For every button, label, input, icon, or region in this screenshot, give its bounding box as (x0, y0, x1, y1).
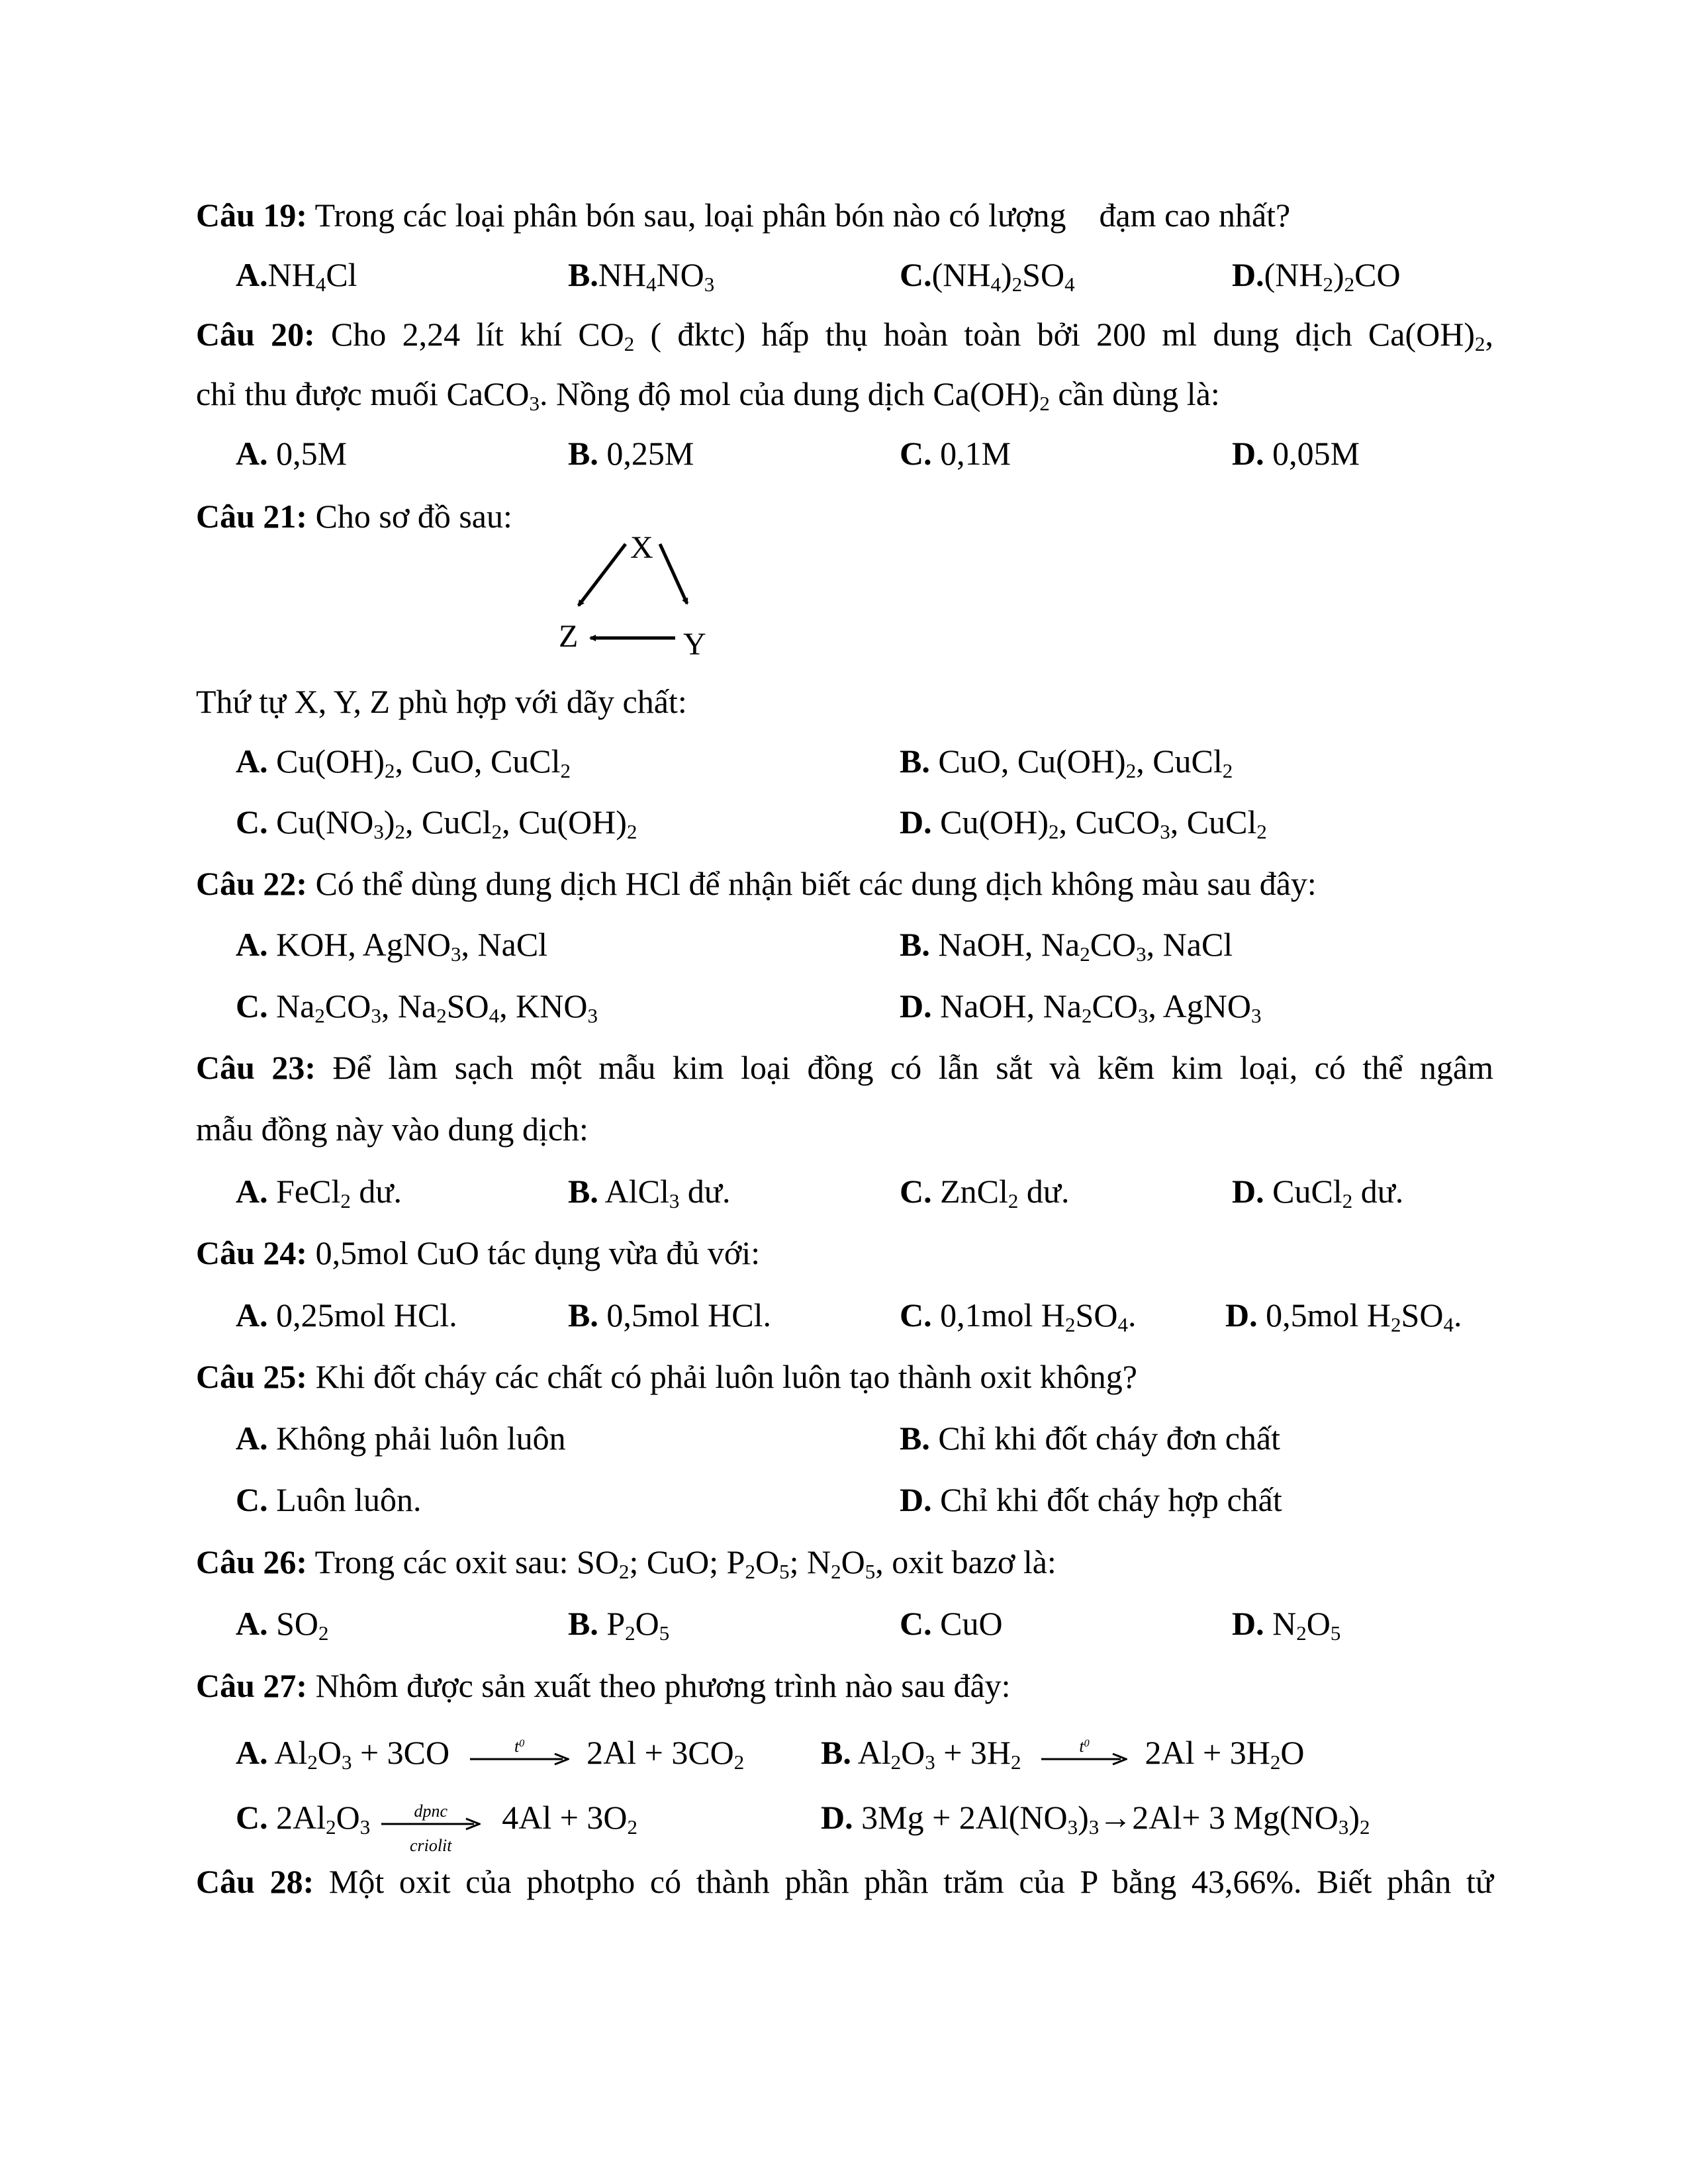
option-letter: B. (568, 1297, 598, 1334)
option-letter: C. (236, 987, 268, 1024)
option-letter: C. (900, 1297, 932, 1334)
option-text: Chỉ khi đốt cháy hợp chất (931, 1481, 1282, 1518)
question-text: Có thể dùng dung dịch HCl để nhận biết các dung dịch không màu sau đây: (307, 865, 1317, 902)
reaction-condition-top: dpnc (414, 1801, 447, 1821)
reaction-arrow (470, 1736, 569, 1770)
question-label: Câu 26: (196, 1543, 308, 1580)
option-text: Chỉ khi đốt cháy đơn chất (929, 1420, 1280, 1457)
option-letter: A. (236, 1420, 268, 1457)
question-20 (196, 314, 1493, 354)
option-text: $SO_2$ (267, 1605, 329, 1645)
option-a (236, 1171, 402, 1211)
question-text: Khi đốt cháy các chất có phải luôn luôn tạo thành oxit không? (307, 1358, 1137, 1395)
option-text: Luôn luôn. (267, 1481, 422, 1518)
option-text: 0,25mol HCl. (267, 1297, 457, 1334)
option-letter: A. (236, 1297, 268, 1334)
question-text: Để làm sạch một mẫu kim loại đồng có lẫn sắt và kẽm kim loại, có thể ngâm (316, 1049, 1493, 1086)
option-a (236, 1733, 744, 1772)
option-letter: D. (900, 987, 932, 1024)
option-letter: B. (900, 926, 930, 963)
question-27 (196, 1666, 1493, 1706)
arrow-x-to-z (579, 544, 626, 606)
option-a (236, 741, 571, 781)
option-letter: D. (1232, 256, 1264, 293)
option-text: 0,1mol $H_2SO_4$. (931, 1297, 1137, 1336)
option-a (236, 925, 547, 964)
option-text: 0,5mol HCl. (598, 1297, 771, 1334)
option-text: CuO (931, 1605, 1003, 1642)
option-letter: D. (821, 1799, 853, 1836)
option-letter: B. (568, 1605, 598, 1642)
option-d (1232, 255, 1401, 295)
option-c (900, 433, 1011, 473)
option-text: $Cu(NO_3)_2$, CuCl$_2$, $Cu(OH)_2$ (267, 803, 637, 843)
option-text: NaOH, $Na_2CO_3$, AgNO$_3$ (931, 987, 1262, 1027)
option-letter: B. (568, 435, 598, 472)
option-text: ZnCl$_2$ dư. (931, 1173, 1070, 1212)
option-letter: A. (236, 1734, 268, 1771)
option-d (900, 802, 1267, 842)
option-text: $(NH_4)_2SO_4$ (931, 256, 1075, 296)
option-b (568, 255, 714, 295)
option-text: FeCl$_2$ dư. (267, 1173, 402, 1212)
reaction-arrow (1041, 1736, 1127, 1770)
option-text: $Cu(OH)_2$, CuO, CuCl$_2$ (267, 743, 571, 782)
arrow-x-to-y (660, 544, 687, 604)
option-letter: B. (821, 1734, 851, 1771)
option-text: 0,1M (931, 435, 1011, 472)
option-b (568, 1295, 771, 1335)
option-d (1232, 433, 1360, 473)
question-text: 0,5mol CuO tác dụng vừa đủ với: (307, 1234, 761, 1271)
question-23 (196, 1048, 1493, 1087)
option-text: $Cu(OH)_2$, CuCO$_3$, CuCl$_2$ (931, 803, 1267, 843)
question-24 (196, 1233, 1493, 1273)
option-letter: B. (568, 1173, 598, 1210)
question-label: Câu 25: (196, 1358, 308, 1395)
option-letter: C. (900, 256, 932, 293)
option-text: Không phải luôn luôn (267, 1420, 566, 1457)
option-letter: D. (900, 803, 932, 841)
option-text: $N_2O_5$ (1264, 1605, 1341, 1645)
equation-rhs: $2Al + 3H_2O$ (1145, 1734, 1305, 1774)
question-21-cont (196, 682, 1493, 721)
option-c (236, 1480, 422, 1520)
question-label: Câu 24: (196, 1234, 308, 1271)
question-text: mẫu đồng này vào dung dịch: (196, 1111, 588, 1148)
reaction-condition-bottom: criolit (409, 1835, 452, 1855)
option-text: CuCl$_2$ dư. (1264, 1173, 1404, 1212)
option-letter: D. (1225, 1297, 1258, 1334)
option-text: $3Mg + 2Al(NO_3)_3\to 2Al+ 3$ $Mg(NO_3)_2$ (853, 1799, 1370, 1839)
question-26 (196, 1542, 1493, 1582)
question-text: chỉ thu được muối CaCO$_3$. Nồng độ mol của dung dịch $Ca(OH)_2$ cần dùng là: (196, 375, 1220, 415)
question-text: Thứ tự X, Y, Z phù hợp với dãy chất: (196, 683, 687, 720)
equation-rhs: $2Al + 3CO_2$ (586, 1734, 745, 1774)
option-d (1232, 1171, 1403, 1211)
node-y: Y (683, 627, 706, 662)
option-d (900, 1480, 1282, 1520)
option-c (900, 255, 1075, 295)
reaction-arrow (381, 1801, 481, 1855)
question-23-cont (196, 1109, 1493, 1149)
option-b (568, 1171, 730, 1211)
question-text: Một oxit của photpho có thành phần phần trăm của P bằng 43,66%. Biết phân tử (314, 1863, 1493, 1900)
question-19 (196, 195, 1493, 235)
option-a (236, 255, 357, 295)
question-label: Câu 27: (196, 1667, 308, 1704)
option-text: 0,5mol $H_2SO_4$. (1257, 1297, 1462, 1336)
equation-lhs: $Al_2O_3 + 3CO$ (267, 1734, 450, 1774)
question-text: Trong các oxit sau: $SO_2$; CuO; $P_2O_5$; $N_2O_5$, oxit bazơ là: (307, 1543, 1056, 1583)
question-text: Nhôm được sản xuất theo phương trình nào sau đây: (307, 1667, 1011, 1704)
option-a (236, 1418, 566, 1458)
option-b (821, 1733, 1304, 1772)
option-letter: A. (236, 256, 268, 293)
option-text: AlCl$_3$ dư. (598, 1173, 731, 1212)
question-28 (196, 1862, 1493, 1901)
option-text: $P_2O_5$ (598, 1605, 670, 1645)
question-label: Câu 19: (196, 197, 308, 234)
question-text: Cho 2,24 lít khí $CO_2$ ( đktc) hấp thụ hoàn toàn bởi 200 ml dung dịch $Ca(OH)_2$, (314, 316, 1493, 355)
option-text: $(NH_2)_2CO$ (1264, 256, 1401, 296)
option-a (236, 433, 347, 473)
option-letter: B. (900, 743, 930, 780)
question-text: Cho sơ đồ sau: (307, 498, 512, 535)
option-text: $Na_2CO_3$, $Na_2SO_4$, $KNO_3$ (267, 987, 598, 1027)
option-letter: D. (1232, 1173, 1264, 1210)
reaction-condition: $t^0$ (1079, 1736, 1090, 1756)
option-letter: C. (236, 803, 268, 841)
option-letter: C. (236, 1799, 268, 1836)
option-c (900, 1171, 1070, 1211)
question-22 (196, 864, 1493, 903)
option-text: 0,25M (598, 435, 694, 472)
option-text: 0,5M (267, 435, 348, 472)
option-letter: C. (900, 1173, 932, 1210)
option-letter: B. (900, 1420, 930, 1457)
question-label: Câu 20: (196, 316, 315, 353)
option-text: $NH_4Cl$ (267, 256, 357, 296)
option-text: $NH_4NO_3$ (598, 256, 715, 296)
option-a (236, 1295, 457, 1335)
option-a (236, 1604, 329, 1643)
option-letter: A. (236, 1605, 268, 1642)
option-letter: A. (236, 1173, 268, 1210)
option-letter: D. (1232, 435, 1264, 472)
option-letter: C. (236, 1481, 268, 1518)
option-d (900, 986, 1261, 1026)
option-text: 0,05M (1264, 435, 1360, 472)
node-x: X (630, 530, 653, 565)
question-label: Câu 21: (196, 498, 308, 535)
question-25 (196, 1357, 1493, 1396)
option-letter: D. (1232, 1605, 1264, 1642)
option-letter: C. (900, 1605, 932, 1642)
question-21 (196, 496, 1493, 536)
option-b (900, 741, 1233, 781)
option-c (900, 1295, 1136, 1335)
option-c (236, 986, 598, 1026)
node-z: Z (559, 619, 579, 654)
question-label: Câu 28: (196, 1863, 314, 1900)
option-c (236, 1797, 638, 1855)
option-text: NaOH, $Na_2CO_3$, NaCl (929, 926, 1233, 966)
option-letter: B. (568, 256, 598, 293)
equation-lhs: $2Al_2O_3$ (267, 1799, 371, 1839)
question-label: Câu 22: (196, 865, 308, 902)
option-d (1225, 1295, 1462, 1335)
option-d (821, 1797, 1370, 1837)
option-letter: A. (236, 743, 268, 780)
option-c (236, 802, 637, 842)
option-d (1232, 1604, 1340, 1643)
reaction-condition: $t^0$ (514, 1736, 525, 1756)
option-letter: A. (236, 926, 268, 963)
equation-lhs: $Al_2O_3 + 3H_2$ (851, 1734, 1021, 1774)
option-b (568, 433, 694, 473)
option-letter: D. (900, 1481, 932, 1518)
question-20-cont (196, 374, 1493, 414)
option-c (900, 1604, 1003, 1643)
equation-rhs: $4Al + 3O_2$ (502, 1799, 638, 1839)
option-b (900, 1418, 1280, 1458)
option-text: KOH, AgNO$_3$, NaCl (267, 926, 548, 966)
option-text: CuO, $Cu(OH)_2$, CuCl$_2$ (929, 743, 1233, 782)
question-label: Câu 23: (196, 1049, 316, 1086)
cycle-diagram (556, 529, 728, 662)
option-b (900, 925, 1233, 964)
option-letter: A. (236, 435, 268, 472)
question-text: Trong các loại phân bón sau, loại phân bón nào có lượng đạm cao nhất? (307, 197, 1291, 234)
option-b (568, 1604, 669, 1643)
option-letter: C. (900, 435, 932, 472)
